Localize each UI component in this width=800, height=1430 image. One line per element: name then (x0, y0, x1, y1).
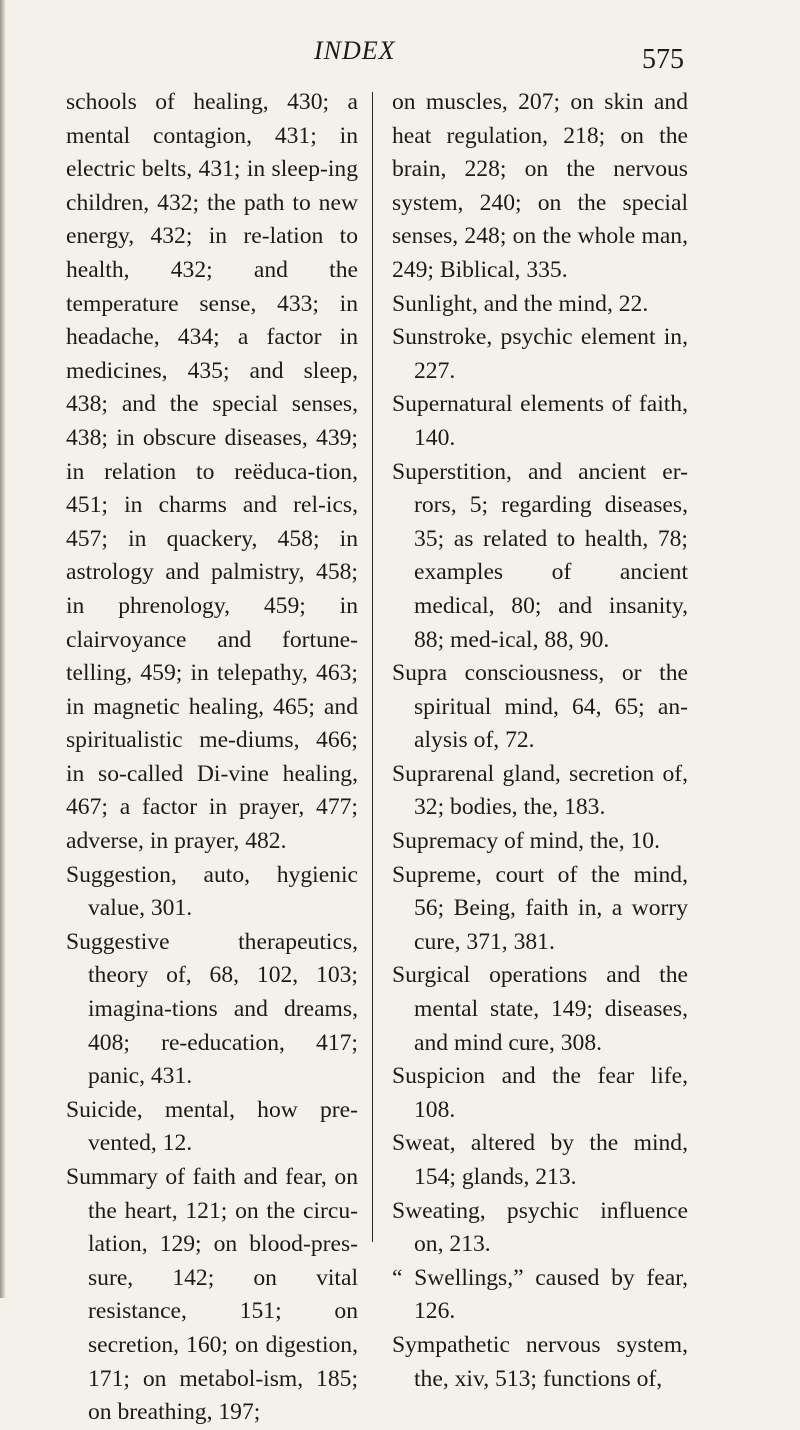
left-index-column (66, 86, 358, 1430)
index-entry-supremacy: Supremacy of mind, the, 10. (392, 828, 660, 855)
page-binding-edge (0, 0, 6, 1298)
page-header (0, 36, 800, 76)
index-entry-suspicion: Suspicion and the fear life, 108. (392, 1063, 688, 1123)
right-index-column (392, 86, 688, 1396)
index-entry-superstition: Superstition, and ancient er-rors, 5; regarding diseases, 35; as related to health, 78; examples of ancient medical, 80; and insanity, 88; med-ical, 88, 90. (392, 458, 688, 653)
index-entry-continued: on muscles, 207; on skin and heat regulation, 218; on the brain, 228; on the nervous system, 240; on the special senses, 248; on the whole man, 249; Biblical, 335. (392, 89, 688, 283)
index-entry-summary: Summary of faith and fear, on the heart, 121; on the circu-lation, 129; on blood-pres-sure, 142; on vital resistance, 151; on secretion, 160; on digestion, 171; on metabol-ism, 185; on breathing, 197; (66, 1164, 358, 1426)
index-entry-sweating: Sweating, psychic influence on, 213. (392, 1197, 688, 1258)
running-head: INDEX (314, 36, 396, 65)
column-divider (372, 92, 373, 1242)
index-entry-suggestion-auto: Suggestion, auto, hygienic value, 301. (66, 861, 358, 922)
index-entry-sympathetic-nervous-system: Sympathetic nervous system, the, xiv, 513; functions of, (392, 1331, 688, 1392)
index-entry-sunlight: Sunlight, and the mind, 22. (392, 290, 649, 317)
index-entry-sweat: Sweat, altered by the mind, 154; glands, 213. (392, 1130, 688, 1190)
index-entry-continued: schools of healing, 430; a mental contagion, 431; in electric belts, 431; in sleep-ing children, 432; the path to new energy, 432; in re-lation to health, 432; and the temperature sense, 433; in headache, 434; a factor in medicines, 435; and sleep, 438; and the special senses, 438; in obscure diseases, 439; in relation to reëduca-tion, 451; in charms and rel-ics, 457; in quackery, 458; in astrology and palmistry, 458; in phrenology, 459; in clairvoyance and fortune-telling, 459; in telepathy, 463; in magnetic healing, 465; and spiritualistic me-diums, 466; in so-called Di-vine healing, 467; a factor in prayer, 477; adverse, in prayer, 482. (66, 89, 358, 855)
index-entry-suggestive-therapeutics: Suggestive therapeutics, theory of, 68, 102, 103; imagina-tions and dreams, 408; re-education, 417; panic, 431. (66, 928, 358, 1090)
page-number: 575 (642, 44, 684, 75)
index-entry-supernatural: Supernatural elements of faith, 140. (392, 391, 688, 451)
index-entry-supra-consciousness: Supra consciousness, or the spiritual mind, 64, 65; an-alysis of, 72. (392, 660, 688, 754)
index-entry-surgical-operations: Surgical operations and the mental state, 149; diseases, and mind cure, 308. (392, 962, 688, 1056)
index-entry-supreme: Supreme, court of the mind, 56; Being, faith in, a worry cure, 371, 381. (392, 861, 688, 955)
index-entry-swellings: “ Swellings,” caused by fear, 126. (392, 1264, 688, 1325)
index-entry-suprarenal-gland: Suprarenal gland, secretion of, 32; bodies, the, 183. (392, 760, 688, 821)
index-entry-suicide: Suicide, mental, how pre-vented, 12. (66, 1096, 358, 1157)
index-entry-sunstroke: Sunstroke, psychic element in, 227. (392, 324, 688, 384)
